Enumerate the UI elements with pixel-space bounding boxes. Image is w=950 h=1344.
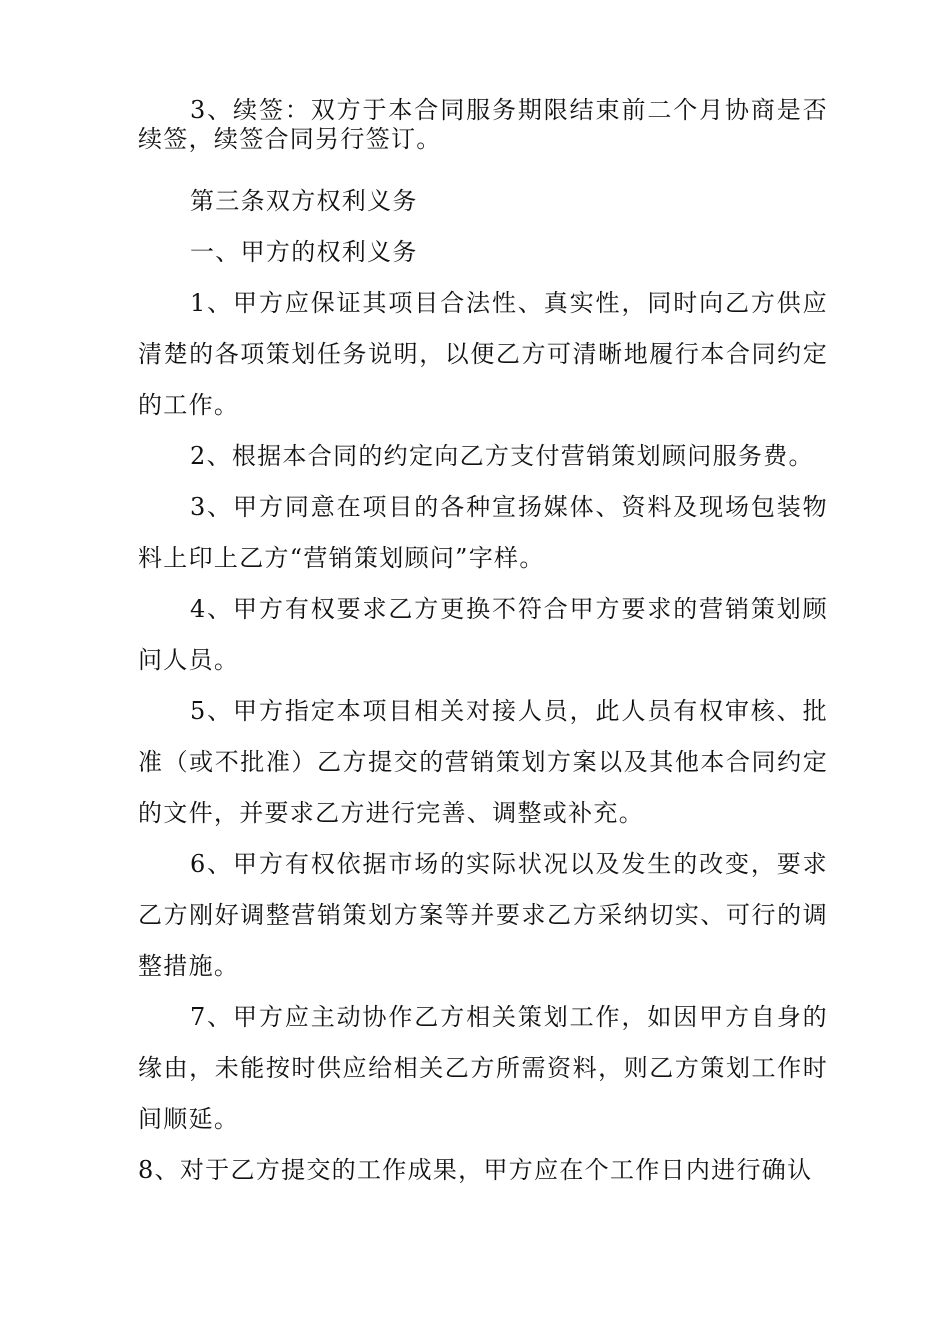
subsection-heading-party-a: 一、甲方的权利义务	[190, 238, 418, 266]
paragraph-item-7: 7、甲方应主动协作乙方相关策划工作，如因甲方自身的缘由，未能按时供应给相关乙方所需资料，则乙方策划工作时间顺延。	[138, 1003, 828, 1133]
section-heading-article-3: 第三条双方权利义务	[190, 187, 418, 215]
paragraph-renewal: 3、续签：双方于本合同服务期限结束前二个月协商是否续签，续签合同另行签订。	[138, 96, 828, 153]
paragraph-item-1: 1、甲方应保证其项目合法性、真实性，同时向乙方供应清楚的各项策划任务说明，以便乙方可清晰地履行本合同约定的工作。	[138, 289, 828, 419]
paragraph-item-8: 8、对于乙方提交的工作成果，甲方应在个工作日内进行确认	[138, 1156, 813, 1184]
paragraph-item-4: 4、甲方有权要求乙方更换不符合甲方要求的营销策划顾问人员。	[138, 595, 828, 674]
paragraph-item-5: 5、甲方指定本项目相关对接人员，此人员有权审核、批准（或不批准）乙方提交的营销策划方案以及其他本合同约定的文件，并要求乙方进行完善、调整或补充。	[138, 697, 828, 827]
paragraph-item-6: 6、甲方有权依据市场的实际状况以及发生的改变，要求乙方刚好调整营销策划方案等并要求乙方采纳切实、可行的调整措施。	[138, 850, 828, 980]
paragraph-item-3: 3、甲方同意在项目的各种宣扬媒体、资料及现场包装物料上印上乙方“营销策划顾问”字样。	[138, 493, 828, 572]
document-page	[138, 88, 828, 1196]
paragraph-item-2: 2、根据本合同的约定向乙方支付营销策划顾问服务费。	[190, 442, 814, 470]
